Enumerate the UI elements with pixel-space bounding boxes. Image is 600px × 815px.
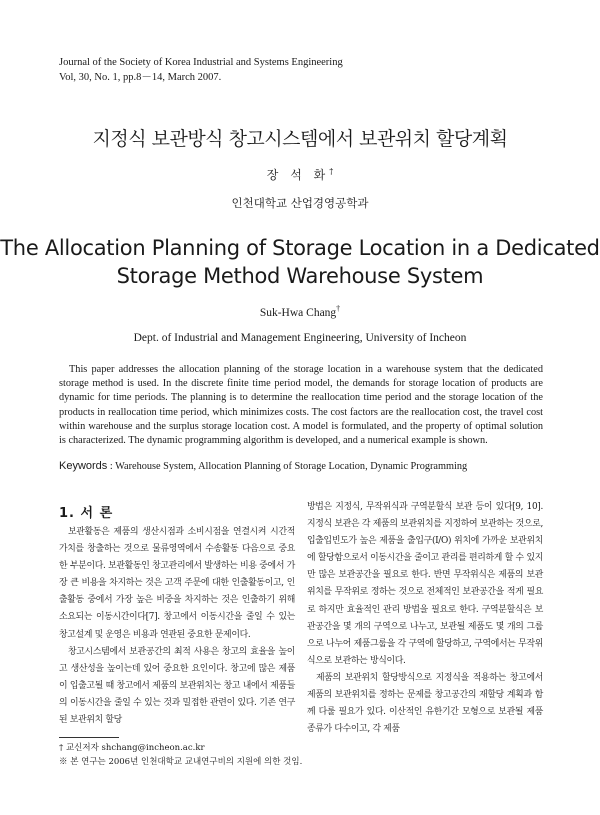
corresponding-mark: † [329, 167, 334, 176]
english-affiliation: Dept. of Industrial and Management Engineering, University of Incheon [133, 332, 467, 344]
english-title-line2: Storage Method Warehouse System [116, 264, 484, 288]
footnote-rule [59, 737, 119, 738]
journal-name: Journal of the Society of Korea Industrial and Systems Engineering [59, 57, 343, 68]
right-column [307, 499, 543, 738]
english-corresponding-mark: † [336, 304, 341, 313]
korean-author [0, 166, 600, 183]
journal-header [59, 55, 343, 85]
body-paragraph: 방법은 지정식, 무작위식과 구역분할식 보관 등이 있다[9, 10]. 지정식 보관은 각 제품의 보관위치를 지정하여 보관하는 것으로, 입출입빈도가 높은 제품을 출입구(I/O) 위치에 가까운 보관위치에 할당함으로서 이동시간을 줄이고 관리를 편리하게 할 수 있지만 많은 보관공간을 필요로 한다. 반면 무작위식은 제품의 보관위치를 무작위로 정하는 것으로 전체적인 보관공간을 적게 필요로 하지만 효율적인 관리 방법을 필요로 한다. 구역분할식은 보관공간을 몇 개의 구역으로 나누고, 보관될 제품도 몇 개의 그룹으로 나누어 제품그룹을 각 구역에 할당하고, 구역에서는 무작위식으로 보관하는 방식이다. [307, 502, 543, 666]
keywords [59, 460, 543, 472]
body-paragraph: 보관활동은 제품의 생산시점과 소비시점을 연결시켜 시간적 가치를 창출하는 것으로 물류영역에서 수송활동 다음으로 중요한 부분이다. 보관활동인 창고관리에서 발생하는 비용 중에서 가장 큰 비용을 차지하는 것은 고객 주문에 대한 인출활동이고, 인출활동 중에서 가장 높은 비중을 차지하는 것은 인출하기 위해 소요되는 이동시간이다[7]. 창고에서 이동시간을 줄일 수 있는 창고설계 및 운영은 비용과 연관된 중요한 문제이다. [59, 527, 295, 640]
keywords-text: : Warehouse System, Allocation Planning of Storage Location, Dynamic Programming [107, 461, 468, 472]
footnotes [59, 741, 302, 769]
funding-note: ※ 본 연구는 2006년 인천대학교 교내연구비의 지원에 의한 것임. [59, 757, 303, 767]
english-title-line1: The Allocation Planning of Storage Location in a Dedicated [0, 236, 600, 260]
english-title [0, 234, 600, 290]
body-paragraph: 창고시스템에서 보관공간의 최적 사용은 창고의 효율을 높이고 생산성을 높이는데 있어 중요한 요인이다. 창고에 많은 제품이 입출고될 때 창고에서 제품의 보관위치는 창고 내에서 제품들의 이동시간을 줄일 수 있는 것과 밀접한 관련이 있다. 기존 연구된 보관위치 할당 [59, 646, 295, 726]
corresponding-author-note: † 교신저자 shchang@incheon.ac.kr [59, 743, 205, 753]
korean-author-name: 장 석 화 [266, 168, 330, 182]
body-paragraph: 제품의 보관위치 할당방식으로 지정식을 적용하는 창고에서 제품의 보관위치를 정하는 문제를 창고공간의 재할당 계획과 함께 다룰 필요가 있다. 이산적인 유한기간 모형으로 보관될 제품 종류가 다수이고, 각 제품 [307, 672, 543, 735]
left-column [59, 524, 295, 729]
keywords-label: Keywords [59, 460, 108, 472]
english-author [0, 304, 600, 319]
section-heading: 1. 서 론 [59, 506, 114, 521]
korean-title: 지정식 보관방식 창고시스템에서 보관위치 할당계획 [92, 128, 508, 150]
english-author-name: Suk-Hwa Chang [259, 306, 337, 319]
abstract: This paper addresses the allocation planning of the storage location in a warehouse system that the dedicated storage method is used. In the discrete finite time period model, the demands for storage location of products are dynamic for time periods. The planning is to determine the reallocation time period and the storage location of the products in reallocation time period, which minimizes costs. The cost factors are the reallocation cost, the travel cost within warehouse and the surplus storage location cost. A model is formulated, and the property of optimal solution is characterized. The dynamic programming algorithm is developed, and a numerical example is shown. [59, 364, 543, 447]
journal-volume: Vol, 30, No. 1, pp.8－14, March 2007. [59, 72, 222, 83]
korean-affiliation: 인천대학교 산업경영공학과 [231, 196, 369, 210]
